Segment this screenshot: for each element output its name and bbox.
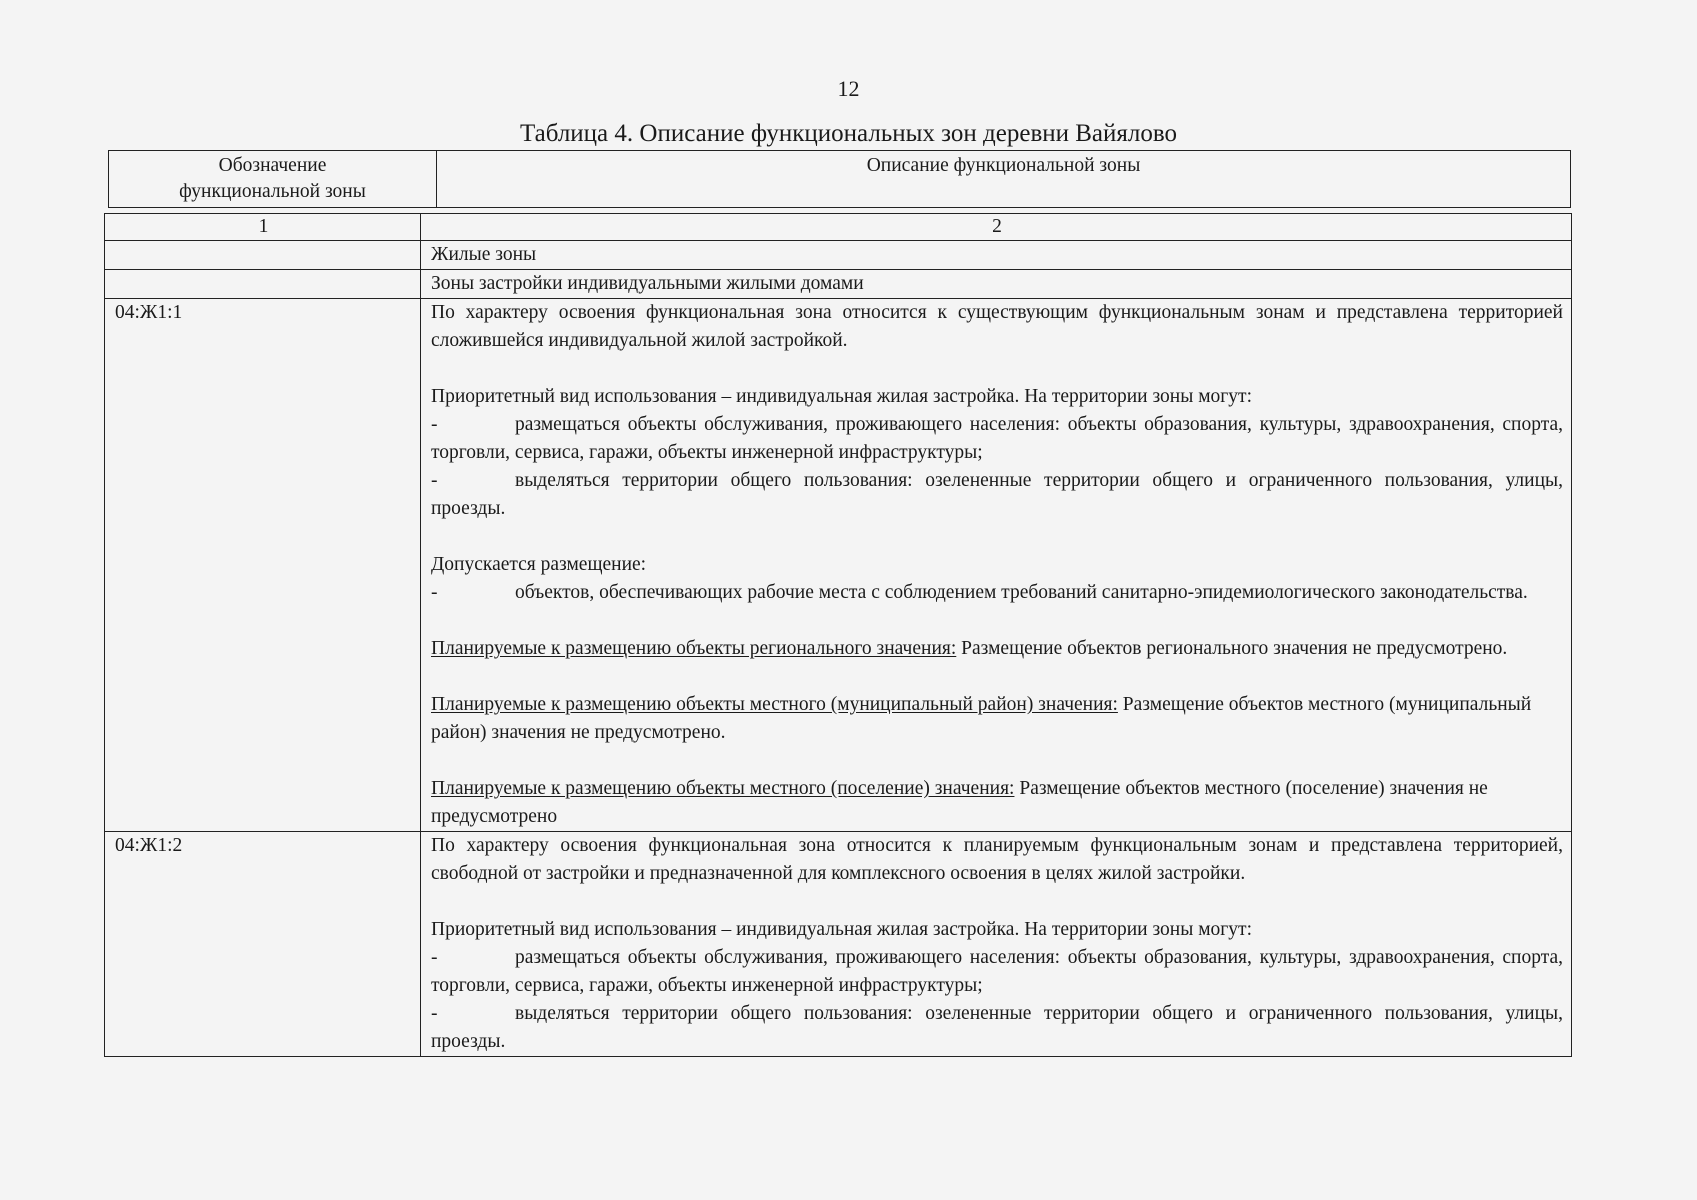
zone-regional [431, 635, 1563, 663]
subsection-individual: Зоны застройки индивидуальными жилыми домами [421, 270, 1572, 299]
header-zone-description: Описание функциональной зоны [866, 155, 1141, 176]
regional-text: Размещение объектов регионального значения не предусмотрено. [956, 638, 1508, 659]
zone-description [421, 832, 1572, 1057]
column-number-2: 2 [421, 214, 1572, 241]
district-text: Размещение объектов местного (муниципальный район) значения не предусмотрено. [431, 694, 1532, 743]
header-zone-code-line2: функциональной зоны [179, 181, 366, 202]
column-numbers-row [105, 214, 1572, 241]
zone-district [431, 691, 1563, 747]
zone-priority: Приоритетный вид использования – индивидуальная жилая застройка. На территории зоны могут: [431, 919, 1252, 940]
dash-marker: - [431, 947, 438, 968]
section-residential: Жилые зоны [421, 241, 1572, 270]
zone-bullet [431, 944, 1563, 1000]
column-number-1: 1 [105, 214, 421, 241]
zone-bullet [431, 579, 1563, 607]
zones-table [104, 213, 1572, 1057]
zone-settlement [431, 775, 1563, 831]
settlement-text: Размещение объектов местного (поселение) значения не предусмотрено [431, 778, 1488, 827]
dash-marker: - [431, 1003, 438, 1024]
zone-bullet [431, 1000, 1563, 1056]
subsection-row [105, 270, 1572, 299]
zone-bullet [431, 411, 1563, 467]
dash-marker: - [431, 582, 438, 603]
table-title: Таблица 4. Описание функциональных зон деревни Вайялово [519, 120, 1178, 147]
zone-allowed: Допускается размещение: [431, 554, 647, 575]
header-zone-code-line1: Обозначение [218, 155, 327, 176]
zone-description [421, 299, 1572, 832]
dash-marker: - [431, 414, 438, 435]
bullet-text: размещаться объекты обслуживания, проживающего населения: объекты образования, культуры, здравоохранения, спорта, торговли, сервиса, гаражи, объекты инженерной инфраструктуры; [431, 414, 1563, 463]
section-row [105, 241, 1572, 270]
zone-bullet [431, 467, 1563, 523]
zone-row [105, 299, 1572, 832]
district-label: Планируемые к размещению объекты местного (муниципальный район) значения: [431, 694, 1118, 715]
zone-intro: По характеру освоения функциональная зона относится к существующим функциональным зонам и представлена территорией сложившейся индивидуальной жилой застройкой. [431, 302, 1563, 351]
bullet-text: выделяться территории общего пользования: озелененные территории общего и ограниченного пользования, улицы, проезды. [431, 1003, 1563, 1052]
empty-cell [105, 241, 421, 270]
bullet-text: выделяться территории общего пользования: озелененные территории общего и ограниченного пользования, улицы, проезды. [431, 470, 1563, 519]
bullet-text: объектов, обеспечивающих рабочие места с соблюдением требований санитарно-эпидемиологического законодательства. [515, 582, 1528, 603]
zone-code: 04:Ж1:2 [105, 832, 421, 1057]
page-number: 12 [837, 76, 860, 101]
zone-row [105, 832, 1572, 1057]
zone-intro: По характеру освоения функциональная зона относится к планируемым функциональным зонам и представлена территорией, свободной от застройки и предназначенной для комплексного освоения в целях жилой застройки. [431, 835, 1563, 884]
empty-cell [105, 270, 421, 299]
regional-label: Планируемые к размещению объекты регионального значения: [431, 638, 957, 659]
header-zone-code [109, 151, 437, 207]
settlement-label: Планируемые к размещению объекты местного (поселение) значения: [431, 778, 1015, 799]
zone-priority: Приоритетный вид использования – индивидуальная жилая застройка. На территории зоны могут: [431, 386, 1252, 407]
dash-marker: - [431, 470, 438, 491]
bullet-text: размещаться объекты обслуживания, проживающего населения: объекты образования, культуры, здравоохранения, спорта, торговли, сервиса, гаражи, объекты инженерной инфраструктуры; [431, 947, 1563, 996]
table-header [108, 150, 1571, 208]
zone-code: 04:Ж1:1 [105, 299, 421, 832]
